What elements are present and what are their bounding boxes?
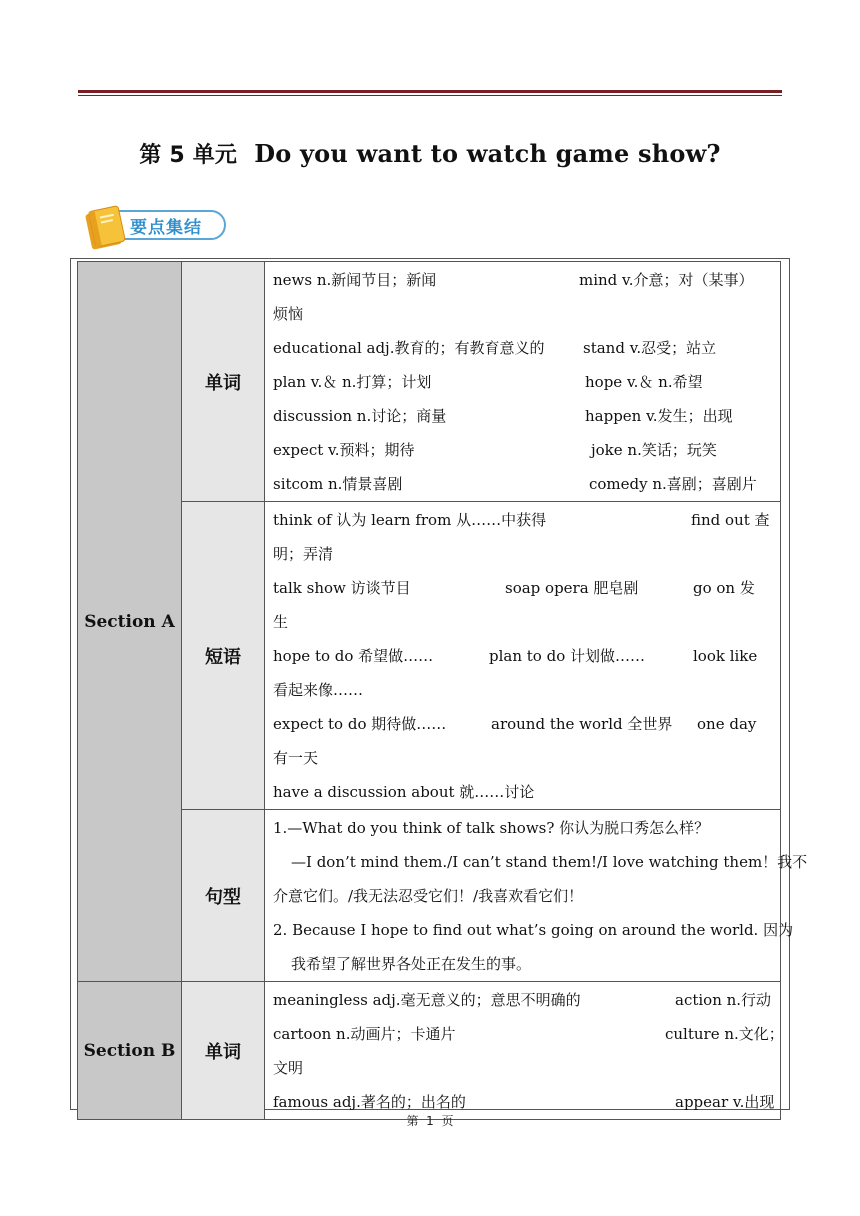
sentence-line: 我希望了解世界各处正在发生的事。 — [291, 955, 532, 973]
phrase-entry: 生 — [273, 613, 289, 631]
words-a-line — [273, 331, 774, 365]
word-entry: news n.新闻节目；新闻 — [273, 271, 437, 289]
word-entry: sitcom n.情景喜剧 — [273, 475, 403, 493]
word-entry: hope v.＆ n.希望 — [585, 373, 703, 391]
word-entry: stand v.忍受；站立 — [583, 339, 717, 357]
page-footer — [0, 1112, 860, 1129]
word-entry: appear v.出现 — [675, 1093, 775, 1111]
word-entry: educational adj.教育的；有教育意义的 — [273, 339, 545, 357]
phrases-a-line — [273, 537, 774, 571]
phrases-a-line — [273, 707, 774, 741]
phrases-a-line — [273, 503, 774, 537]
words-a-line — [273, 399, 774, 433]
word-entry: expect v.预料；期待 — [273, 441, 415, 459]
word-entry: cartoon n.动画片；卡通片 — [273, 1025, 456, 1043]
phrase-entry: expect to do 期待做…… — [273, 715, 447, 733]
words-label-a: 单词 — [182, 262, 265, 502]
table-row — [78, 810, 781, 982]
sentence-line: 1.—What do you think of talk shows? 你认为脱口秀怎么样？ — [273, 819, 710, 837]
section-b-label: Section B — [78, 982, 182, 1120]
phrase-entry: around the world 全世界 — [491, 715, 673, 733]
words-b-cell — [265, 982, 784, 1120]
header-rule — [78, 90, 782, 96]
words-a-cell — [265, 262, 781, 502]
phrases-a-line — [273, 571, 774, 605]
words-b-line — [273, 1017, 784, 1051]
word-entry: discussion n.讨论；商量 — [273, 407, 447, 425]
words-b-line — [273, 1051, 774, 1085]
word-entry: mind v.介意；对（某事） — [579, 271, 754, 289]
phrase-entry: go on 发 — [693, 579, 755, 597]
phrase-entry: 明；弄清 — [273, 545, 334, 563]
sentence-line: 2. Because I hope to find out what’s going on around the world. 因为 — [273, 921, 794, 939]
title-text: Do you want to watch game show? — [254, 139, 721, 168]
key-points-badge — [80, 201, 230, 251]
footer-prefix: 第 — [406, 1114, 419, 1128]
phrase-entry: 看起来像…… — [273, 681, 364, 699]
words-a-line — [273, 467, 774, 501]
sentences-a-cell — [265, 810, 808, 982]
word-entry: culture n.文化； — [665, 1025, 784, 1043]
phrases-a-line — [273, 605, 774, 639]
sentences-label-a: 句型 — [182, 810, 265, 982]
table-row — [78, 982, 781, 1120]
phrases-a-line — [273, 639, 774, 673]
phrase-entry: find out 查 — [691, 511, 770, 529]
section-a-label: Section A — [78, 262, 182, 982]
word-entry: 烦恼 — [273, 305, 304, 323]
table-row — [78, 262, 781, 502]
word-entry: joke n.笑话；玩笑 — [591, 441, 717, 459]
sentence-line: —I don’t mind them./I can’t stand them!/I love watching them！我不 — [291, 853, 808, 871]
title-unit: 第 5 单元 — [139, 143, 238, 168]
phrases-a-line — [273, 741, 774, 775]
phrase-entry: have a discussion about 就……讨论 — [273, 783, 535, 801]
word-entry: comedy n.喜剧；喜剧片 — [589, 475, 757, 493]
book-icon — [80, 201, 132, 251]
phrases-a-line — [273, 775, 774, 809]
phrases-label-a: 短语 — [182, 502, 265, 810]
words-a-line — [273, 263, 774, 297]
words-a-line — [273, 365, 774, 399]
words-b-line — [273, 983, 774, 1017]
page-number: 1 — [426, 1114, 434, 1128]
phrase-entry: one day — [697, 715, 757, 733]
word-entry: famous adj.著名的；出名的 — [273, 1093, 466, 1111]
phrase-entry: plan to do 计划做…… — [489, 647, 645, 665]
phrase-entry: look like — [693, 647, 758, 665]
phrase-entry: think of 认为 learn from 从……中获得 — [273, 511, 547, 529]
phrase-entry: hope to do 希望做…… — [273, 647, 434, 665]
phrases-a-cell — [265, 502, 781, 810]
phrases-a-line — [273, 673, 774, 707]
footer-suffix: 页 — [441, 1114, 454, 1128]
word-entry: 文明 — [273, 1059, 304, 1077]
words-a-line — [273, 433, 774, 467]
word-entry: plan v.＆ n.打算；计划 — [273, 373, 432, 391]
word-entry: action n.行动 — [675, 991, 772, 1009]
badge-label: 要点集结 — [130, 218, 202, 238]
table-row — [78, 502, 781, 810]
summary-table — [77, 261, 808, 1120]
words-a-line — [273, 297, 774, 331]
phrase-entry: talk show 访谈节目 — [273, 579, 411, 597]
page-title — [0, 138, 860, 169]
word-entry: meaningless adj.毫无意义的；意思不明确的 — [273, 991, 581, 1009]
words-label-b: 单词 — [182, 982, 265, 1120]
sentence-line: 介意它们。/我无法忍受它们！/我喜欢看它们！ — [273, 887, 584, 905]
phrase-entry: soap opera 肥皂剧 — [505, 579, 639, 597]
phrase-entry: 有一天 — [273, 749, 319, 767]
word-entry: happen v.发生；出现 — [585, 407, 733, 425]
